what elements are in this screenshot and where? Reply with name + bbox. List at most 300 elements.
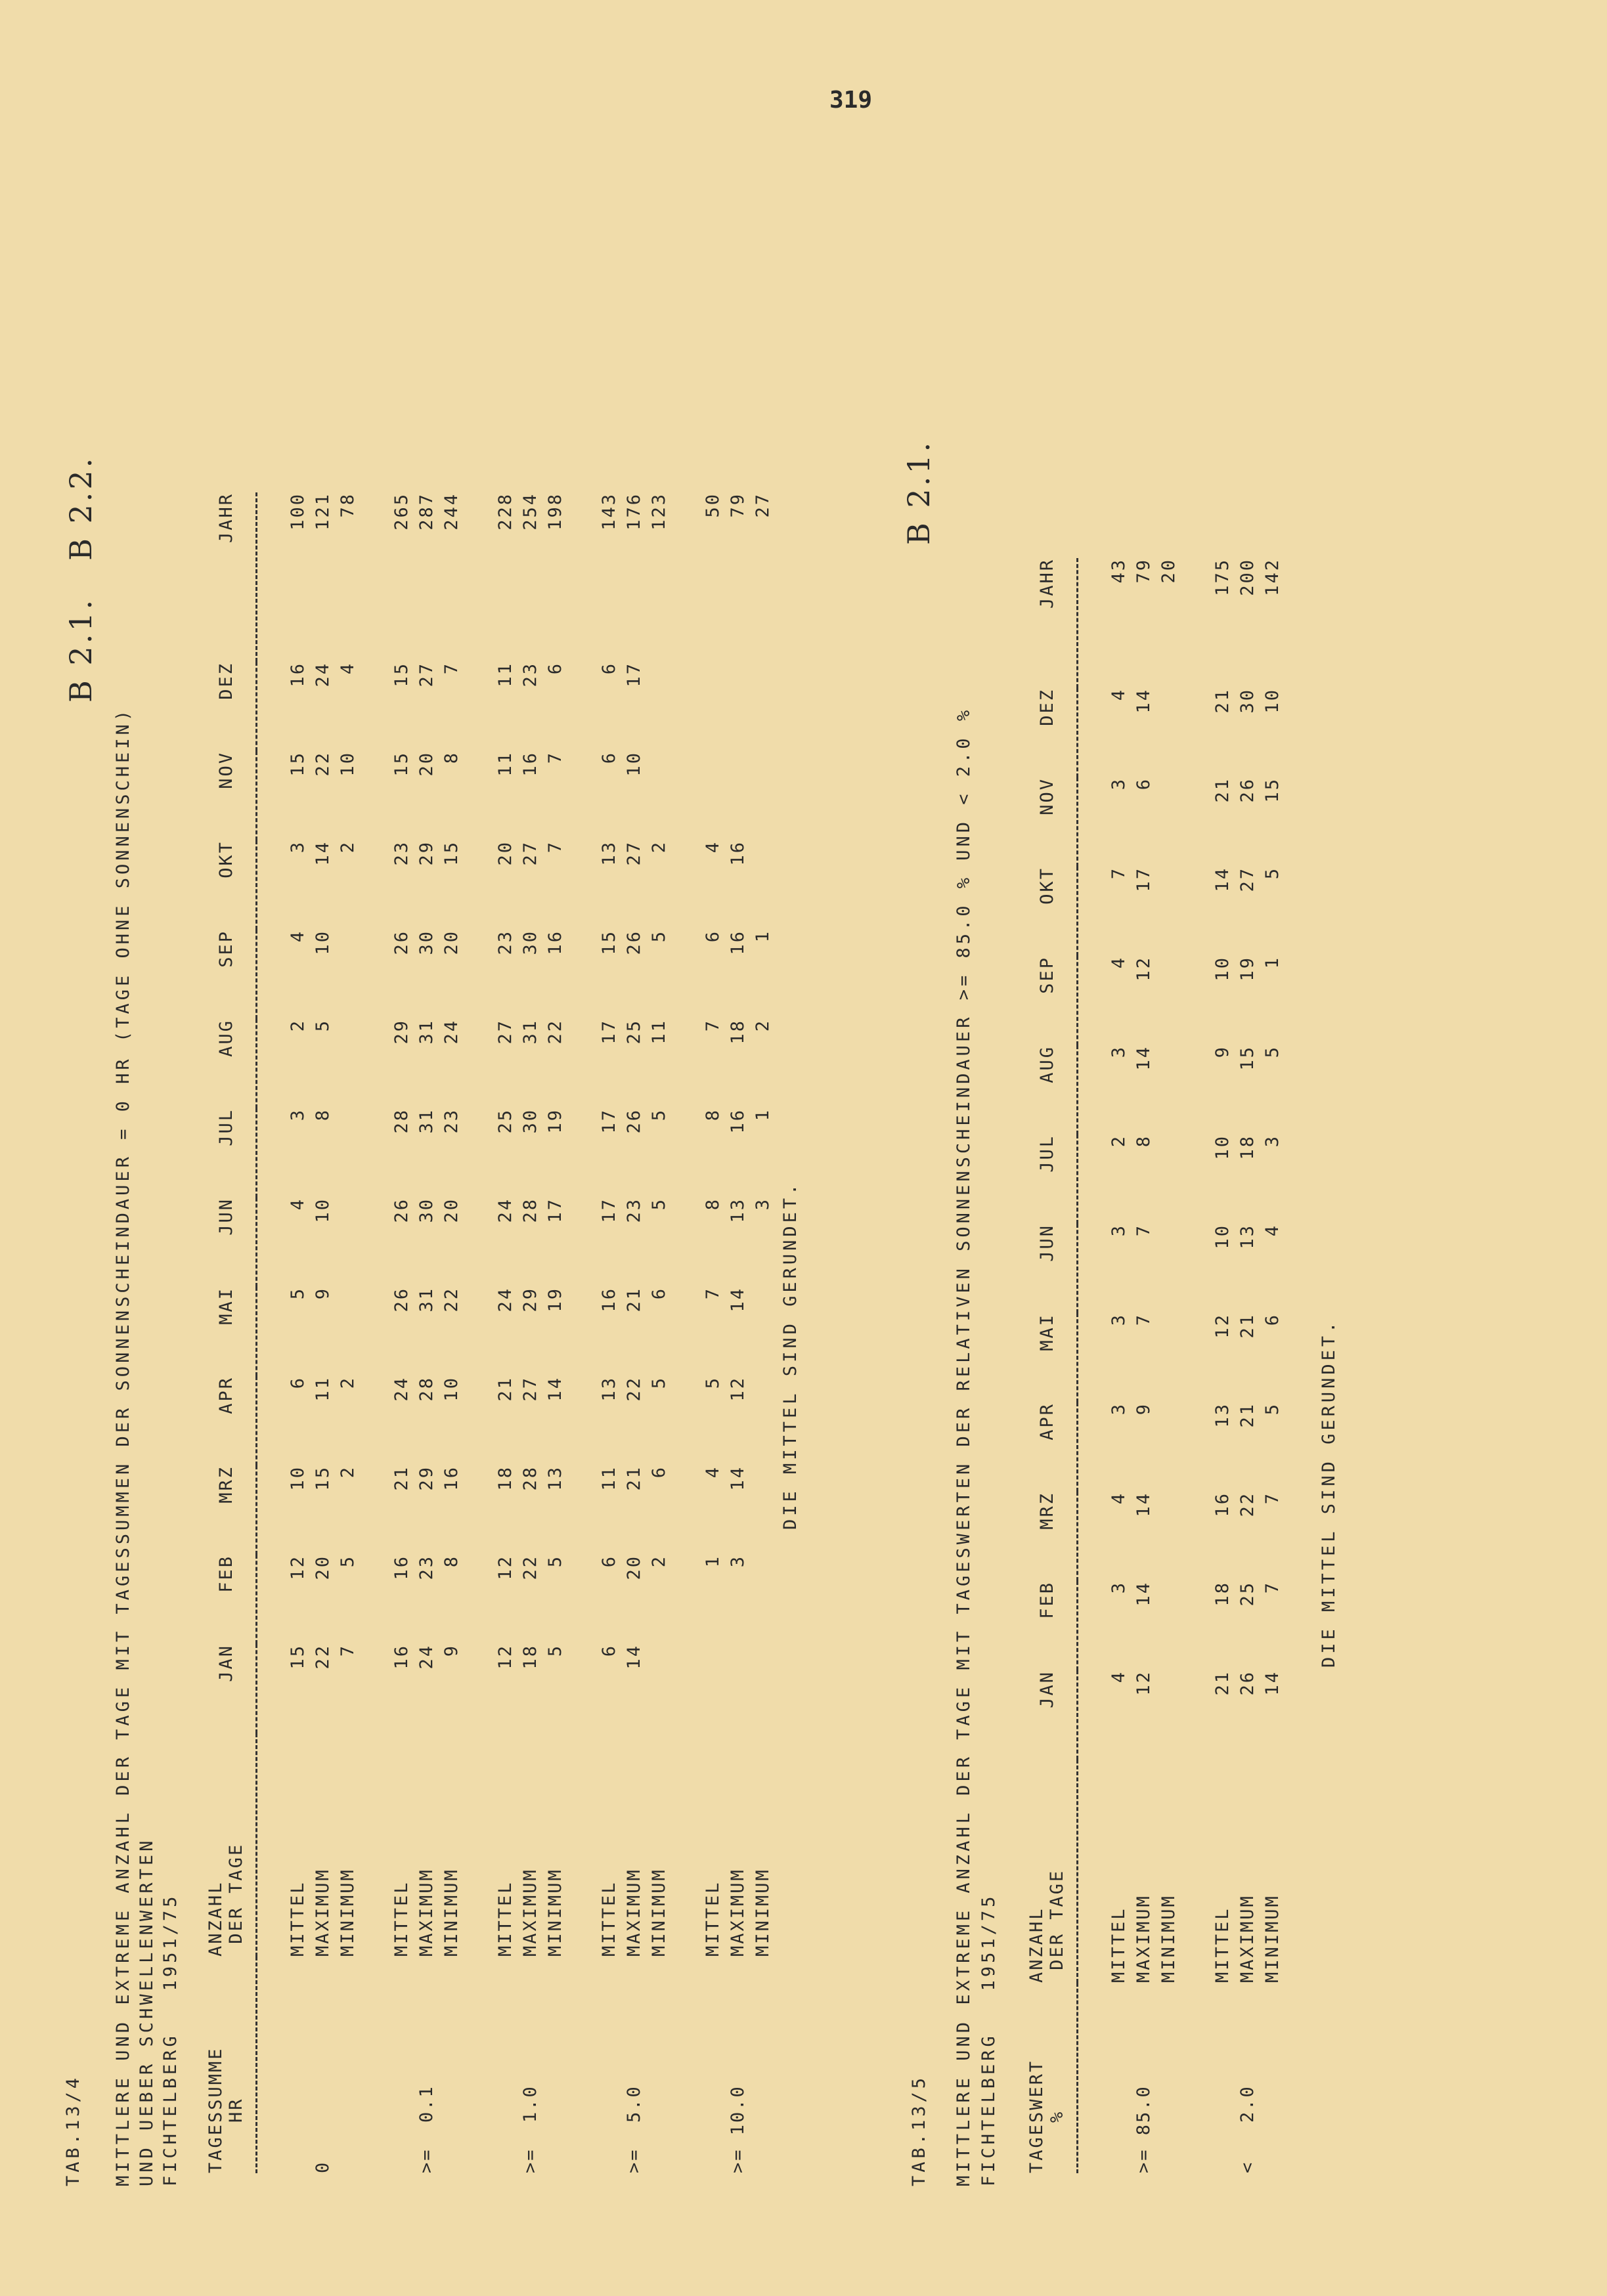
value-cell: 10 — [312, 930, 333, 955]
threshold-label: < 2.0 — [1237, 2085, 1258, 2173]
value-cell — [1156, 688, 1181, 777]
value-cell: 18 — [727, 1019, 748, 1045]
value-cell: 8 — [441, 751, 462, 764]
value-cell: 26 — [391, 1198, 412, 1223]
group-spacer — [360, 492, 389, 2173]
row-header-threshold: TAGESWERT % — [1018, 1983, 1077, 2173]
table-row — [1156, 558, 1181, 2173]
table-row — [517, 492, 542, 2173]
value-cell: 6 — [287, 1376, 308, 1389]
value-cell: 2 — [337, 1465, 358, 1479]
value-cell: 27 — [1237, 867, 1258, 892]
value-cell: 25 — [1237, 1581, 1258, 1607]
value-cell: 13 — [1237, 1224, 1258, 1249]
row-header-count: ANZAHL DER TAGE — [1018, 1760, 1077, 1983]
value-cell: 15 — [598, 930, 619, 955]
value-cell: 4 — [702, 840, 723, 854]
value-cell: 4 — [337, 662, 358, 675]
value-cell: 244 — [441, 492, 462, 531]
value-cell: 23 — [623, 1198, 644, 1223]
value-cell: 3 — [1108, 1581, 1129, 1594]
stat-label: MITTEL — [391, 1880, 412, 1957]
value-cell: 27 — [495, 1019, 516, 1045]
value-cell: 24 — [441, 1019, 462, 1045]
table1-id: TAB.13/4 — [63, 2074, 83, 2186]
table-row — [493, 492, 517, 2173]
table-row — [700, 492, 725, 2173]
column-header-jan: JAN — [1018, 1670, 1077, 1760]
table-row — [1131, 558, 1156, 2173]
value-cell: 10 — [1212, 1135, 1233, 1160]
value-cell: 142 — [1262, 558, 1283, 596]
value-cell: 10 — [337, 751, 358, 777]
value-cell: 5 — [544, 1644, 565, 1657]
group-spacer — [256, 492, 285, 2173]
column-header-jan: JAN — [197, 1644, 256, 1733]
table1-title-line-2: UND UEBER SCHWELLENWERTEN — [137, 1837, 157, 2186]
value-cell: 50 — [702, 492, 723, 518]
table1-note: DIE MITTEL SIND GERUNDET. — [780, 1180, 801, 1530]
value-cell — [1156, 867, 1181, 956]
stat-label: MAXIMUM — [623, 1868, 644, 1957]
stat-label: MITTEL — [702, 1880, 723, 1957]
stat-label: MAXIMUM — [416, 1868, 437, 1957]
value-cell: 17 — [598, 1108, 619, 1134]
table1-title-line-3: FICHTELBERG 1951/75 — [160, 1893, 181, 2186]
value-cell: 6 — [648, 1287, 669, 1300]
value-cell — [700, 1644, 725, 1733]
value-cell: 21 — [495, 1376, 516, 1402]
stat-label: MINIMUM — [337, 1868, 358, 1957]
value-cell: 18 — [495, 1465, 516, 1491]
value-cell: 10 — [623, 751, 644, 777]
value-cell: 19 — [1237, 956, 1258, 982]
value-cell: 21 — [1212, 1670, 1233, 1696]
value-cell: 16 — [287, 662, 308, 687]
value-cell: 28 — [519, 1198, 540, 1223]
column-header-okt: OKT — [1018, 867, 1077, 956]
value-cell: 16 — [1212, 1492, 1233, 1517]
column-header-jahr: JAHR — [1018, 558, 1077, 688]
value-cell: 23 — [495, 930, 516, 955]
value-cell: 7 — [1133, 1224, 1154, 1237]
value-cell: 24 — [495, 1198, 516, 1223]
value-cell — [335, 1198, 360, 1287]
value-cell: 5 — [312, 1019, 333, 1032]
value-cell: 79 — [1133, 558, 1154, 584]
value-cell: 11 — [495, 662, 516, 687]
group-spacer — [1077, 558, 1106, 2173]
value-cell: 123 — [648, 492, 669, 531]
group-spacer — [464, 492, 493, 2173]
value-cell: 17 — [623, 662, 644, 687]
threshold-label: 0 — [312, 2160, 333, 2173]
value-cell: 17 — [544, 1198, 565, 1223]
value-cell: 16 — [727, 840, 748, 866]
value-cell: 22 — [544, 1019, 565, 1045]
value-cell: 29 — [391, 1019, 412, 1045]
value-cell: 15 — [287, 1644, 308, 1670]
value-cell — [750, 1465, 775, 1555]
column-header-feb: FEB — [1018, 1581, 1077, 1670]
threshold-label: >= 0.1 — [416, 2085, 437, 2173]
value-cell: 9 — [1212, 1045, 1233, 1058]
value-cell: 30 — [416, 1198, 437, 1223]
value-cell: 12 — [1212, 1313, 1233, 1339]
value-cell: 228 — [495, 492, 516, 531]
value-cell: 11 — [312, 1376, 333, 1402]
value-cell: 26 — [391, 930, 412, 955]
value-cell: 4 — [702, 1465, 723, 1479]
value-cell: 3 — [1262, 1135, 1283, 1148]
threshold-label — [750, 1957, 775, 2173]
value-cell: 7 — [702, 1287, 723, 1300]
table2-id: TAB.13/5 — [909, 2074, 929, 2186]
group-spacer — [1181, 558, 1210, 2173]
value-cell: 8 — [1133, 1135, 1154, 1148]
value-cell: 78 — [337, 492, 358, 518]
group-spacer — [671, 492, 700, 2173]
value-cell: 1 — [702, 1555, 723, 1568]
value-cell: 2 — [337, 840, 358, 854]
table-row — [1235, 558, 1260, 2173]
table-row — [646, 492, 671, 2173]
threshold-label: >= 5.0 — [623, 2085, 644, 2173]
threshold-label — [542, 1957, 567, 2173]
table-row — [1260, 558, 1285, 2173]
stat-label: MAXIMUM — [1133, 1894, 1154, 1983]
table-row — [621, 492, 646, 2173]
value-cell: 21 — [1212, 777, 1233, 803]
value-cell: 27 — [519, 1376, 540, 1402]
value-cell: 4 — [287, 930, 308, 943]
value-cell: 29 — [416, 1465, 437, 1491]
value-cell: 15 — [312, 1465, 333, 1491]
value-cell — [1156, 956, 1181, 1045]
value-cell: 25 — [495, 1108, 516, 1134]
value-cell: 6 — [598, 751, 619, 764]
value-cell: 24 — [495, 1287, 516, 1312]
threshold-label — [493, 1957, 517, 2173]
value-cell: 5 — [648, 1198, 669, 1211]
value-cell: 11 — [598, 1465, 619, 1491]
value-cell: 17 — [598, 1019, 619, 1045]
table-row — [725, 492, 750, 2173]
value-cell: 24 — [312, 662, 333, 687]
threshold-label — [1210, 1983, 1235, 2173]
stat-label: MAXIMUM — [1237, 1894, 1258, 1983]
value-cell — [1156, 1045, 1181, 1135]
threshold-label — [1106, 1983, 1131, 2173]
value-cell: 24 — [391, 1376, 412, 1402]
value-cell: 10 — [312, 1198, 333, 1223]
value-cell: 3 — [1108, 777, 1129, 791]
value-cell: 3 — [287, 1108, 308, 1121]
stat-label: MINIMUM — [1262, 1894, 1283, 1983]
value-cell: 26 — [1237, 1670, 1258, 1696]
value-cell: 15 — [287, 751, 308, 777]
threshold-label — [646, 1957, 671, 2173]
column-header-dez: DEZ — [1018, 688, 1077, 777]
value-cell: 14 — [312, 840, 333, 866]
column-header-mrz: MRZ — [1018, 1492, 1077, 1581]
value-cell: 4 — [1108, 1670, 1129, 1683]
value-cell: 14 — [727, 1465, 748, 1491]
value-cell: 6 — [1133, 777, 1154, 791]
value-cell: 12 — [287, 1555, 308, 1580]
value-cell: 254 — [519, 492, 540, 531]
value-cell: 20 — [441, 1198, 462, 1223]
value-cell — [1156, 1492, 1181, 1581]
value-cell: 4 — [287, 1198, 308, 1211]
header-row — [197, 492, 256, 2173]
value-cell: 28 — [391, 1108, 412, 1134]
value-cell: 7 — [1262, 1581, 1283, 1594]
column-header-aug: AUG — [1018, 1045, 1077, 1135]
value-cell: 175 — [1212, 558, 1233, 596]
column-header-mai: MAI — [197, 1287, 256, 1376]
value-cell: 19 — [544, 1287, 565, 1312]
value-cell: 2 — [648, 840, 669, 854]
table-row — [542, 492, 567, 2173]
value-cell: 16 — [391, 1555, 412, 1580]
value-cell: 7 — [702, 1019, 723, 1032]
value-cell: 14 — [1133, 1045, 1154, 1071]
threshold-label — [1156, 1983, 1181, 2173]
table-row — [439, 492, 464, 2173]
value-cell: 10 — [1212, 1224, 1233, 1249]
value-cell: 22 — [312, 751, 333, 777]
value-cell: 287 — [416, 492, 437, 531]
page-number: 319 — [829, 87, 873, 114]
value-cell: 15 — [1237, 1045, 1258, 1071]
column-header-apr: APR — [1018, 1402, 1077, 1492]
value-cell: 31 — [416, 1108, 437, 1134]
value-cell — [1156, 1313, 1181, 1402]
value-cell — [725, 751, 750, 840]
value-cell: 200 — [1237, 558, 1258, 596]
value-cell: 6 — [702, 930, 723, 943]
value-cell: 1 — [752, 1108, 773, 1121]
value-cell — [700, 662, 725, 751]
value-cell: 30 — [1237, 688, 1258, 714]
value-cell: 4 — [1108, 1492, 1129, 1505]
value-cell — [750, 1644, 775, 1733]
table1 — [197, 492, 775, 2173]
value-cell: 43 — [1108, 558, 1129, 584]
value-cell: 10 — [1212, 956, 1233, 982]
column-header-nov: NOV — [197, 751, 256, 840]
value-cell: 16 — [441, 1465, 462, 1491]
value-cell: 23 — [416, 1555, 437, 1580]
value-cell: 26 — [623, 1108, 644, 1134]
value-cell: 8 — [702, 1198, 723, 1211]
value-cell: 14 — [727, 1287, 748, 1312]
value-cell: 8 — [441, 1555, 462, 1568]
value-cell: 4 — [1108, 688, 1129, 701]
value-cell: 10 — [1262, 688, 1283, 714]
value-cell — [1156, 1670, 1181, 1760]
value-cell: 10 — [287, 1465, 308, 1491]
value-cell: 9 — [312, 1287, 333, 1300]
value-cell: 19 — [544, 1108, 565, 1134]
header-row — [1018, 558, 1077, 2173]
value-cell — [646, 1644, 671, 1733]
value-cell: 7 — [1108, 867, 1129, 880]
value-cell: 6 — [544, 662, 565, 675]
stat-label: MITTEL — [598, 1880, 619, 1957]
value-cell: 21 — [1237, 1313, 1258, 1339]
value-cell: 5 — [702, 1376, 723, 1389]
table2-title-line-2: FICHTELBERG 1951/75 — [979, 1893, 999, 2186]
threshold-label: >= 1.0 — [519, 2085, 540, 2173]
value-cell: 21 — [1212, 688, 1233, 714]
column-header-mrz: MRZ — [197, 1465, 256, 1555]
table-row — [414, 492, 439, 2173]
table-row — [389, 492, 414, 2173]
stat-label: MAXIMUM — [519, 1868, 540, 1957]
stat-label: MITTEL — [495, 1880, 516, 1957]
value-cell: 7 — [544, 751, 565, 764]
value-cell: 13 — [727, 1198, 748, 1223]
value-cell: 15 — [391, 662, 412, 687]
value-cell: 5 — [337, 1555, 358, 1568]
value-cell: 29 — [519, 1287, 540, 1312]
value-cell — [1156, 777, 1181, 867]
table-row — [750, 492, 775, 2173]
value-cell — [750, 751, 775, 840]
column-header-aug: AUG — [197, 1019, 256, 1108]
table1-title-line-1: MITTLERE UND EXTREME ANZAHL DER TAGE MIT TAGESSUMMEN DER SONNENSCHEINDAUER = 0 HR (TAGE OHNE SONNENSCHEIN) — [113, 706, 133, 2186]
value-cell: 14 — [1133, 688, 1154, 714]
value-cell: 6 — [1262, 1313, 1283, 1326]
value-cell: 11 — [648, 1019, 669, 1045]
value-cell: 18 — [519, 1644, 540, 1670]
value-cell: 23 — [391, 840, 412, 866]
threshold-label: >= 85.0 — [1133, 2085, 1154, 2173]
value-cell: 26 — [623, 930, 644, 955]
value-cell: 30 — [519, 930, 540, 955]
value-cell — [646, 751, 671, 840]
value-cell: 13 — [1212, 1402, 1233, 1428]
value-cell: 5 — [1262, 1045, 1283, 1058]
value-cell: 15 — [1262, 777, 1283, 803]
value-cell: 143 — [598, 492, 619, 531]
value-cell: 27 — [519, 840, 540, 866]
value-cell — [335, 1108, 360, 1198]
threshold-label — [1260, 1983, 1285, 2173]
value-cell: 5 — [544, 1555, 565, 1568]
value-cell: 20 — [441, 930, 462, 955]
value-cell: 16 — [519, 751, 540, 777]
stat-label: MITTEL — [1108, 1907, 1129, 1983]
value-cell — [750, 840, 775, 930]
value-cell: 265 — [391, 492, 412, 531]
value-cell — [1156, 1581, 1181, 1670]
table2 — [1018, 558, 1285, 2173]
value-cell: 6 — [648, 1465, 669, 1479]
value-cell: 28 — [519, 1465, 540, 1491]
value-cell: 31 — [519, 1019, 540, 1045]
value-cell: 22 — [312, 1644, 333, 1670]
table-row — [1210, 558, 1235, 2173]
value-cell: 23 — [519, 662, 540, 687]
table-row — [335, 492, 360, 2173]
threshold-label — [439, 1957, 464, 2173]
value-cell: 16 — [727, 1108, 748, 1134]
stat-label: MITTEL — [287, 1880, 308, 1957]
value-cell: 5 — [287, 1287, 308, 1300]
stat-label: MINIMUM — [544, 1868, 565, 1957]
value-cell: 27 — [752, 492, 773, 518]
table-row — [1106, 558, 1131, 2173]
value-cell: 7 — [441, 662, 462, 675]
value-cell: 29 — [416, 840, 437, 866]
value-cell: 31 — [416, 1019, 437, 1045]
value-cell: 9 — [1133, 1402, 1154, 1416]
value-cell: 25 — [623, 1019, 644, 1045]
group-spacer — [567, 492, 596, 2173]
value-cell: 1 — [1262, 956, 1283, 969]
value-cell: 21 — [623, 1287, 644, 1312]
row-header-count: ANZAHL DER TAGE — [197, 1733, 256, 1957]
column-header-okt: OKT — [197, 840, 256, 930]
value-cell: 7 — [1133, 1313, 1154, 1326]
value-cell: 20 — [623, 1555, 644, 1580]
value-cell: 22 — [1237, 1492, 1258, 1517]
stat-label: MITTEL — [1212, 1907, 1233, 1983]
column-header-dez: DEZ — [197, 662, 256, 751]
value-cell: 26 — [1237, 777, 1258, 803]
value-cell: 10 — [441, 1376, 462, 1402]
value-cell: 20 — [495, 840, 516, 866]
column-header-jul: JUL — [197, 1108, 256, 1198]
value-cell: 12 — [495, 1644, 516, 1670]
stat-label: MINIMUM — [648, 1868, 669, 1957]
column-header-mai: MAI — [1018, 1313, 1077, 1402]
value-cell: 4 — [1108, 956, 1129, 969]
value-cell: 176 — [623, 492, 644, 531]
value-cell: 6 — [598, 1644, 619, 1657]
value-cell: 17 — [1133, 867, 1154, 892]
value-cell — [725, 662, 750, 751]
value-cell: 13 — [544, 1465, 565, 1491]
value-cell: 31 — [416, 1287, 437, 1312]
value-cell — [750, 1376, 775, 1465]
value-cell: 16 — [727, 930, 748, 955]
value-cell: 2 — [648, 1555, 669, 1568]
value-cell: 14 — [544, 1376, 565, 1402]
value-cell: 12 — [1133, 956, 1154, 982]
value-cell: 3 — [1108, 1313, 1129, 1326]
value-cell: 20 — [416, 751, 437, 777]
value-cell — [1156, 1402, 1181, 1492]
value-cell: 30 — [519, 1108, 540, 1134]
value-cell: 18 — [1212, 1581, 1233, 1607]
value-cell: 79 — [727, 492, 748, 518]
value-cell — [750, 662, 775, 751]
value-cell — [725, 1644, 750, 1733]
table-row — [596, 492, 621, 2173]
value-cell: 4 — [1262, 1224, 1283, 1237]
value-cell: 27 — [416, 662, 437, 687]
value-cell: 22 — [623, 1376, 644, 1402]
value-cell: 23 — [441, 1108, 462, 1134]
value-cell: 8 — [312, 1108, 333, 1121]
value-cell: 21 — [623, 1465, 644, 1491]
value-cell: 14 — [1212, 867, 1233, 892]
column-header-sep: SEP — [197, 930, 256, 1019]
